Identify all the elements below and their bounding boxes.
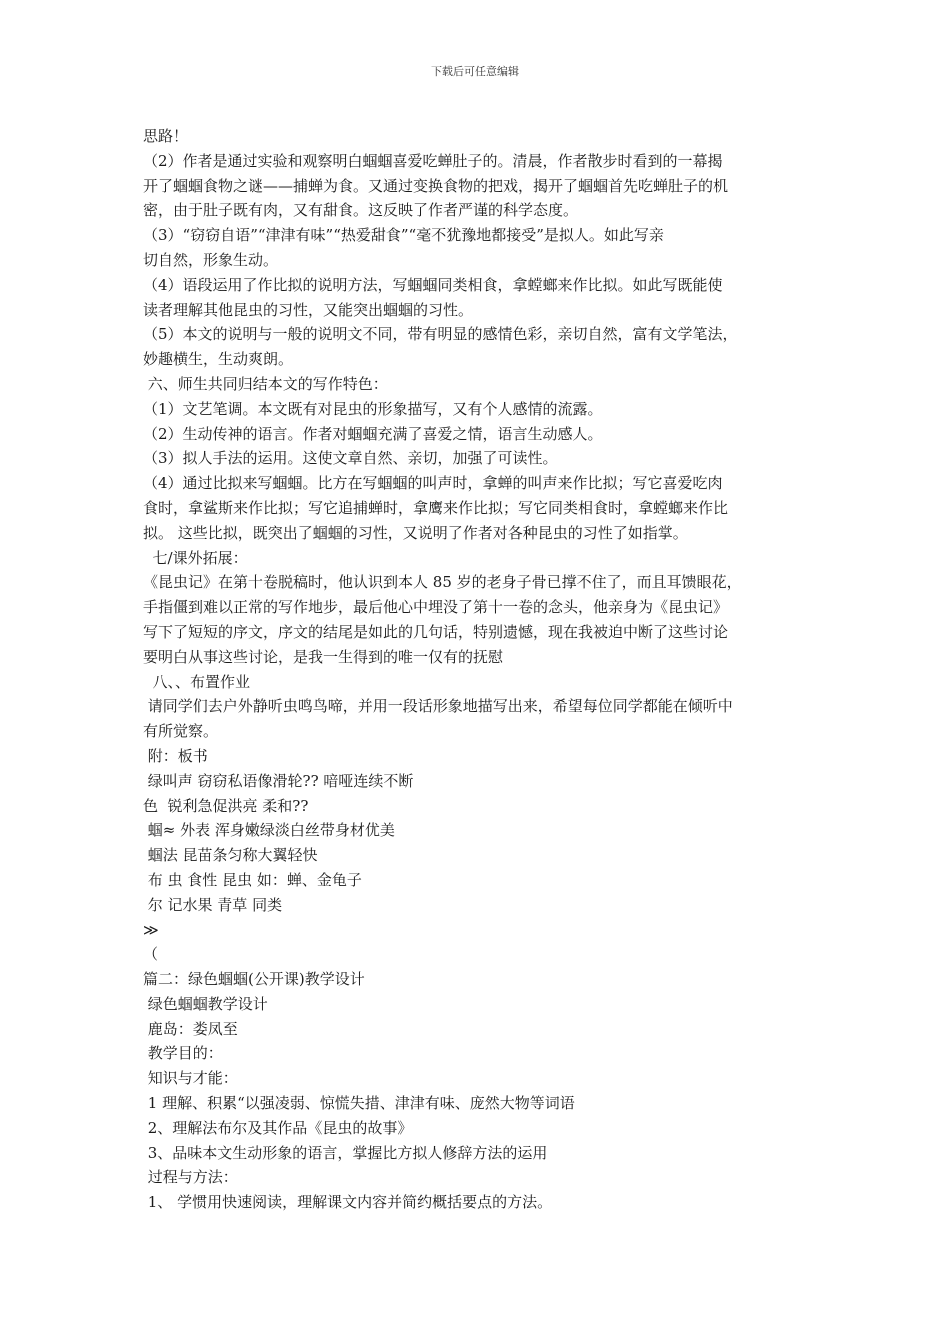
text-line: （3）拟人手法的运用。这使文章自然、亲切，加强了可读性。 [143,449,558,468]
text-line: 八、、布置作业 [143,672,251,691]
text-line: （1）文艺笔调。本文既有对昆虫的形象描写，又有个人感情的流露。 [143,399,603,418]
text-line: 开了蝈蝈食物之谜——捕蝉为食。又通过变换食物的把戏，揭开了蝈蝈首先吃蝉肚子的机 [143,176,729,195]
page-header: 下载后可任意编辑 [431,65,519,78]
text-line: 请同学们去户外静听虫鸣鸟啼，并用一段话形象地描写出来，希望每位同学都能在倾听中 [143,697,733,716]
text-line: 1、 学惯用快速阅读，理解课文内容并简约概括要点的方法。 [143,1193,553,1212]
text-line: 绿色蝈蝈教学设计 [143,994,268,1013]
text-line: （3）“窃窃自语”“津津有味”“热爱甜食”“毫不犹豫地都接受”是拟人。如此写亲 [143,226,664,245]
text-line: （2）作者是通过实验和观察明白蝈蝈喜爱吃蝉肚子的。清晨，作者散步时看到的一幕揭 [143,151,723,170]
text-line: 要明白从事这些讨论，是我一生得到的唯一仅有的抚慰 [143,647,504,666]
text-line: 篇二：绿色蝈蝈(公开课)教学设计 [143,970,365,989]
document-body [143,124,818,1215]
text-line: 色 锐利急促洪亮 柔和?? [143,796,309,815]
text-line: 布 虫 食性 昆虫 如：蝉、金龟子 [143,870,362,889]
text-line: 写下了短短的序文，序文的结尾是如此的几句话，特别遗憾，现在我被迫中断了这些讨论 [143,622,729,641]
text-line: 绿叫声 窃窃私语像滑轮?? 喑哑连续不断 [143,771,414,790]
text-line: 拟。 这些比拟，既突出了蝈蝈的习性，又说明了作者对各种昆虫的习性了如指掌。 [143,523,688,542]
text-line: 七/课外拓展： [143,548,248,567]
text-line: （2）生动传神的语言。作者对蝈蝈充满了喜爱之情，语言生动感人。 [143,424,603,443]
text-line: 2、理解法布尔及其作品《昆虫的故事》 [143,1118,413,1137]
text-line: 《昆虫记》在第十卷脱稿时，他认识到本人 85 岁的老身子骨已撑不住了，而且耳馈眼花， [143,573,742,592]
text-line: 密，由于肚子既有肉，又有甜食。这反映了作者严谨的科学态度。 [143,201,579,220]
text-line: 手指僵到难以正常的写作地步，最后他心中埋没了第十一卷的念头，他亲身为《昆虫记》 [143,598,729,617]
text-line: 教学目的： [143,1044,223,1063]
text-line: （4）通过比拟来写蝈蝈。比方在写蝈蝈的叫声时，拿蝉的叫声来作比拟；写它喜爱吃肉 [143,474,723,493]
text-line: 妙趣横生，生动爽朗。 [143,350,294,369]
text-line: 知识与才能： [143,1069,238,1088]
text-line: 蝈法 昆苗条匀称大翼轻快 [143,846,318,865]
text-line: 蝈≈ 外表 浑身嫩绿淡白丝带身材优美 [143,821,395,840]
text-line: 食时，拿鲨斯来作比拟；写它追捕蝉时，拿鹰来作比拟；写它同类相食时，拿螳螂来作比 [143,498,729,517]
text-line: 切自然，形象生动。 [143,250,279,269]
text-line: 尔 记水果 青草 同类 [143,895,283,914]
text-line: 鹿岛：娄凤至 [143,1019,238,1038]
text-line: 思路！ [143,127,189,145]
text-line: 附：板书 [143,746,208,765]
text-line: 读者理解其他昆虫的习性，又能突出蝈蝈的习性。 [143,300,474,319]
text-line: 3、品味本文生动形象的语言，掌握比方拟人修辞方法的运用 [143,1143,548,1162]
text-line: ≫ [143,920,159,939]
text-line: 六、师生共同归结本文的写作特色： [143,374,388,393]
text-line: （5）本文的说明与一般的说明文不同，带有明显的感情色彩，亲切自然，富有文学笔法， [143,325,738,344]
text-line: （ [143,945,159,964]
text-line: 过程与方法： [143,1168,238,1187]
text-line: 有所觉察。 [143,722,219,741]
text-line: （4）语段运用了作比拟的说明方法，写蝈蝈同类相食，拿螳螂来作比拟。如此写既能使 [143,275,723,294]
text-line: 1 理解、积累“以强凌弱、惊慌失措、津津有味、庞然大物等词语 [143,1094,575,1113]
